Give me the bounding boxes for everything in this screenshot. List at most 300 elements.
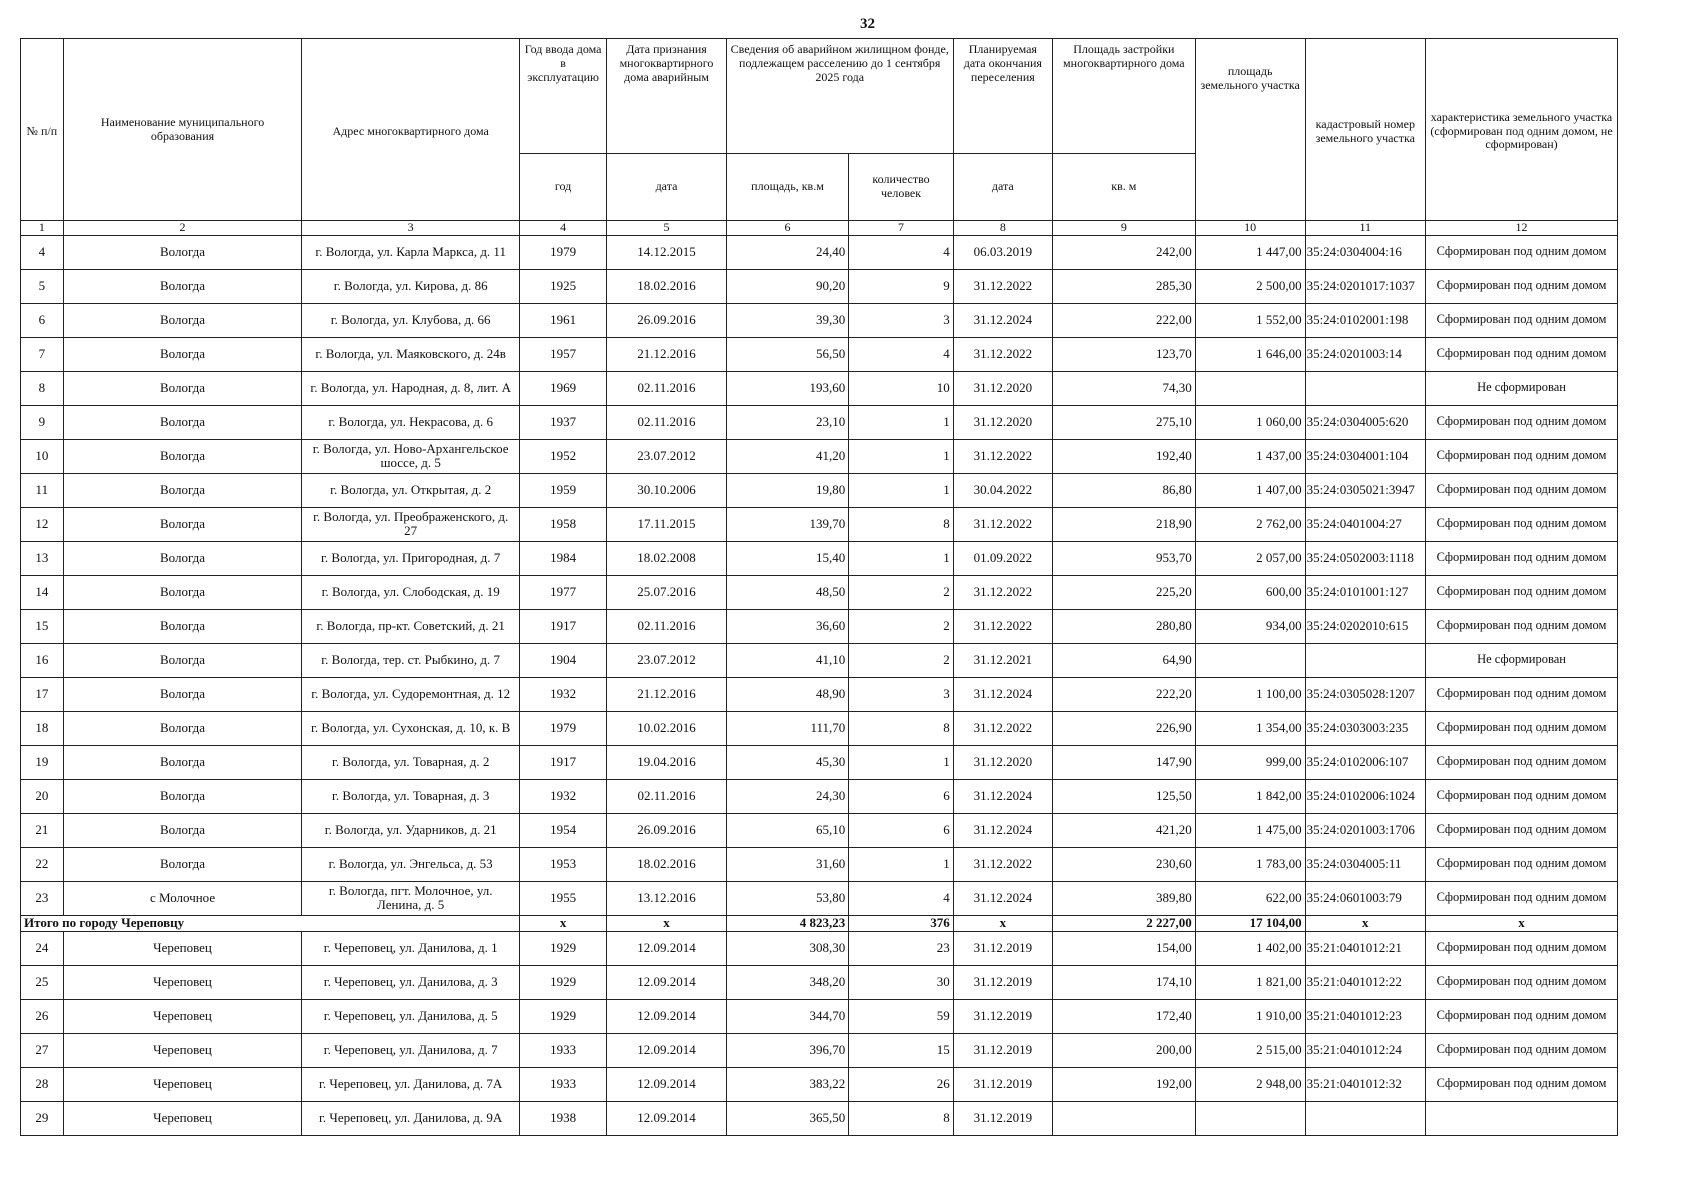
plan-date-cell: 01.09.2022 [953,541,1052,575]
total-building-area-cell: 2 227,00 [1052,915,1195,931]
column-number: 5 [607,221,726,236]
municipality-cell: Череповец [63,965,302,999]
cadastral-cell: 35:24:0304005:11 [1305,847,1425,881]
building-area-cell: 74,30 [1052,371,1195,405]
address-cell: г. Вологда, ул. Некрасова, д. 6 [302,405,519,439]
year-cell: 1955 [519,881,606,915]
municipality-cell: Вологда [63,269,302,303]
municipality-cell: Вологда [63,779,302,813]
column-number: 9 [1052,221,1195,236]
characteristic-cell: Сформирован под одним домом [1426,337,1618,371]
cadastral-cell: 35:24:0304004:16 [1305,235,1425,269]
land-area-cell: 1 402,00 [1195,931,1305,965]
characteristic-cell: Сформирован под одним домом [1426,235,1618,269]
building-area-cell: 225,20 [1052,575,1195,609]
people-cell: 4 [849,235,953,269]
year-cell: 1959 [519,473,606,507]
characteristic-cell: Сформирован под одним домом [1426,965,1618,999]
land-area-cell: 1 646,00 [1195,337,1305,371]
emergency-housing-table [20,38,1618,1136]
people-cell: 1 [849,847,953,881]
row-number: 26 [21,999,64,1033]
municipality-cell: Вологда [63,745,302,779]
row-number: 17 [21,677,64,711]
address-cell: г. Вологда, ул. Товарная, д. 2 [302,745,519,779]
land-area-cell [1195,371,1305,405]
land-area-cell: 1 821,00 [1195,965,1305,999]
plan-date-cell: 31.12.2019 [953,931,1052,965]
municipality-cell: Череповец [63,1101,302,1135]
people-cell: 1 [849,473,953,507]
building-area-cell: 218,90 [1052,507,1195,541]
land-area-cell: 2 515,00 [1195,1033,1305,1067]
row-number: 16 [21,643,64,677]
area-cell: 48,50 [726,575,849,609]
table-row [21,507,1618,541]
year-cell: 1925 [519,269,606,303]
land-area-cell: 600,00 [1195,575,1305,609]
address-cell: г. Вологда, пгт. Молочное, ул. Ленина, д. 5 [302,881,519,915]
plan-date-cell: 31.12.2024 [953,779,1052,813]
plan-date-cell: 06.03.2019 [953,235,1052,269]
plan-date-cell: 31.12.2020 [953,745,1052,779]
municipality-cell: Вологда [63,235,302,269]
recognition-date-cell: 18.02.2016 [607,847,726,881]
area-cell: 45,30 [726,745,849,779]
total-row [21,915,1618,931]
building-area-cell: 280,80 [1052,609,1195,643]
land-area-cell: 934,00 [1195,609,1305,643]
header-date-group: Дата признания многоквартирного дома аварийным [607,39,726,154]
row-number: 27 [21,1033,64,1067]
area-cell: 41,10 [726,643,849,677]
header-area: площадь, кв.м [726,154,849,221]
building-area-cell [1052,1101,1195,1135]
municipality-cell: Вологда [63,337,302,371]
row-number: 8 [21,371,64,405]
cadastral-cell: 35:24:0102006:107 [1305,745,1425,779]
table-row [21,745,1618,779]
cadastral-cell: 35:21:0401012:23 [1305,999,1425,1033]
total-year-cell: x [519,915,606,931]
area-cell: 53,80 [726,881,849,915]
municipality-cell: Вологда [63,439,302,473]
characteristic-cell: Сформирован под одним домом [1426,745,1618,779]
recognition-date-cell: 17.11.2015 [607,507,726,541]
row-number: 4 [21,235,64,269]
municipality-cell: Вологда [63,711,302,745]
municipality-cell: Череповец [63,999,302,1033]
area-cell: 41,20 [726,439,849,473]
land-area-cell: 1 354,00 [1195,711,1305,745]
characteristic-cell: Сформирован под одним домом [1426,303,1618,337]
plan-date-cell: 31.12.2022 [953,439,1052,473]
characteristic-cell: Сформирован под одним домом [1426,541,1618,575]
municipality-cell: Вологда [63,507,302,541]
building-area-cell: 275,10 [1052,405,1195,439]
area-cell: 348,20 [726,965,849,999]
land-area-cell: 1 060,00 [1195,405,1305,439]
column-number: 11 [1305,221,1425,236]
header-num: № п/п [21,39,64,221]
municipality-cell: Вологда [63,609,302,643]
address-cell: г. Вологда, ул. Карла Маркса, д. 11 [302,235,519,269]
address-cell: г. Вологда, ул. Народная, д. 8, лит. А [302,371,519,405]
table-row [21,541,1618,575]
table-row [21,779,1618,813]
characteristic-cell: Сформирован под одним домом [1426,813,1618,847]
row-number: 13 [21,541,64,575]
table-row [21,965,1618,999]
table-row [21,847,1618,881]
table-row [21,881,1618,915]
address-cell: г. Вологда, ул. Судоремонтная, д. 12 [302,677,519,711]
building-area-cell: 192,40 [1052,439,1195,473]
land-area-cell: 999,00 [1195,745,1305,779]
header-year: год [519,154,606,221]
cadastral-cell: 35:24:0202010:615 [1305,609,1425,643]
recognition-date-cell: 30.10.2006 [607,473,726,507]
table-row [21,1033,1618,1067]
plan-date-cell: 31.12.2024 [953,677,1052,711]
year-cell: 1929 [519,965,606,999]
row-number: 21 [21,813,64,847]
land-area-cell: 2 762,00 [1195,507,1305,541]
cadastral-cell: 35:24:0305021:3947 [1305,473,1425,507]
characteristic-cell: Сформирован под одним домом [1426,609,1618,643]
year-cell: 1952 [519,439,606,473]
land-area-cell: 2 948,00 [1195,1067,1305,1101]
area-cell: 39,30 [726,303,849,337]
row-number: 29 [21,1101,64,1135]
cadastral-cell: 35:21:0401012:22 [1305,965,1425,999]
plan-date-cell: 31.12.2019 [953,965,1052,999]
plan-date-cell: 31.12.2020 [953,405,1052,439]
table-row [21,473,1618,507]
building-area-cell: 147,90 [1052,745,1195,779]
header-date: дата [607,154,726,221]
characteristic-cell: Сформирован под одним домом [1426,439,1618,473]
year-cell: 1938 [519,1101,606,1135]
year-cell: 1904 [519,643,606,677]
building-area-cell: 174,10 [1052,965,1195,999]
table-row [21,931,1618,965]
land-area-cell: 1 552,00 [1195,303,1305,337]
header-plan-date: дата [953,154,1052,221]
area-cell: 90,20 [726,269,849,303]
column-number: 6 [726,221,849,236]
address-cell: г. Череповец, ул. Данилова, д. 7А [302,1067,519,1101]
header-characteristic: характеристика земельного участка (сформирован под одним домом, не сформирован) [1426,39,1618,221]
municipality-cell: Череповец [63,931,302,965]
column-numbers-row [21,221,1618,236]
year-cell: 1957 [519,337,606,371]
plan-date-cell: 31.12.2021 [953,643,1052,677]
header-municipality: Наименование муниципального образования [63,39,302,221]
building-area-cell: 230,60 [1052,847,1195,881]
building-area-cell: 953,70 [1052,541,1195,575]
people-cell: 26 [849,1067,953,1101]
plan-date-cell: 31.12.2022 [953,575,1052,609]
plan-date-cell: 31.12.2024 [953,303,1052,337]
cadastral-cell: 35:24:0502003:1118 [1305,541,1425,575]
recognition-date-cell: 10.02.2016 [607,711,726,745]
area-cell: 48,90 [726,677,849,711]
row-number: 19 [21,745,64,779]
characteristic-cell: Сформирован под одним домом [1426,677,1618,711]
row-number: 12 [21,507,64,541]
table-row [21,405,1618,439]
people-cell: 15 [849,1033,953,1067]
area-cell: 24,30 [726,779,849,813]
characteristic-cell: Сформирован под одним домом [1426,931,1618,965]
people-cell: 10 [849,371,953,405]
plan-date-cell: 31.12.2022 [953,269,1052,303]
row-number: 14 [21,575,64,609]
row-number: 25 [21,965,64,999]
building-area-cell: 192,00 [1052,1067,1195,1101]
year-cell: 1958 [519,507,606,541]
cadastral-cell: 35:24:0305028:1207 [1305,677,1425,711]
header-plan-group: Планируемая дата окончания переселения [953,39,1052,154]
recognition-date-cell: 19.04.2016 [607,745,726,779]
area-cell: 15,40 [726,541,849,575]
land-area-cell: 2 057,00 [1195,541,1305,575]
table-row [21,1067,1618,1101]
municipality-cell: Вологда [63,541,302,575]
characteristic-cell: Не сформирован [1426,371,1618,405]
municipality-cell: Вологда [63,473,302,507]
recognition-date-cell: 21.12.2016 [607,337,726,371]
area-cell: 365,50 [726,1101,849,1135]
column-number: 8 [953,221,1052,236]
characteristic-cell: Сформирован под одним домом [1426,847,1618,881]
characteristic-cell [1426,1101,1618,1135]
year-cell: 1933 [519,1033,606,1067]
header-land-area: площадь земельного участка [1195,39,1305,221]
plan-date-cell: 31.12.2022 [953,609,1052,643]
table-row [21,711,1618,745]
address-cell: г. Вологда, ул. Открытая, д. 2 [302,473,519,507]
building-area-cell: 222,20 [1052,677,1195,711]
characteristic-cell: Сформирован под одним домом [1426,1067,1618,1101]
cadastral-cell [1305,371,1425,405]
cadastral-cell: 35:24:0401004:27 [1305,507,1425,541]
recognition-date-cell: 02.11.2016 [607,609,726,643]
housing-table-sheet [20,38,1618,1136]
year-cell: 1932 [519,677,606,711]
people-cell: 1 [849,439,953,473]
address-cell: г. Вологда, пр-кт. Советский, д. 21 [302,609,519,643]
cadastral-cell [1305,643,1425,677]
year-cell: 1961 [519,303,606,337]
characteristic-cell: Сформирован под одним домом [1426,779,1618,813]
building-area-cell: 86,80 [1052,473,1195,507]
cadastral-cell: 35:24:0303003:235 [1305,711,1425,745]
year-cell: 1979 [519,235,606,269]
column-number: 10 [1195,221,1305,236]
land-area-cell [1195,1101,1305,1135]
recognition-date-cell: 26.09.2016 [607,813,726,847]
cadastral-cell: 35:21:0401012:21 [1305,931,1425,965]
plan-date-cell: 31.12.2024 [953,881,1052,915]
row-number: 28 [21,1067,64,1101]
building-area-cell: 154,00 [1052,931,1195,965]
address-cell: г. Череповец, ул. Данилова, д. 5 [302,999,519,1033]
table-row [21,371,1618,405]
land-area-cell: 1 783,00 [1195,847,1305,881]
address-cell: г. Вологда, ул. Преображенского, д. 27 [302,507,519,541]
building-area-cell: 123,70 [1052,337,1195,371]
area-cell: 344,70 [726,999,849,1033]
address-cell: г. Череповец, ул. Данилова, д. 3 [302,965,519,999]
area-cell: 193,60 [726,371,849,405]
address-cell: г. Вологда, ул. Слободская, д. 19 [302,575,519,609]
cadastral-cell: 35:24:0101001:127 [1305,575,1425,609]
building-area-cell: 222,00 [1052,303,1195,337]
area-cell: 23,10 [726,405,849,439]
people-cell: 2 [849,643,953,677]
table-row [21,643,1618,677]
recognition-date-cell: 02.11.2016 [607,371,726,405]
cadastral-cell: 35:21:0401012:32 [1305,1067,1425,1101]
recognition-date-cell: 14.12.2015 [607,235,726,269]
characteristic-cell: Сформирован под одним домом [1426,405,1618,439]
characteristic-cell: Сформирован под одним домом [1426,1033,1618,1067]
land-area-cell: 1 475,00 [1195,813,1305,847]
plan-date-cell: 31.12.2024 [953,813,1052,847]
total-recognition-date-cell: x [607,915,726,931]
total-area-cell: 4 823,23 [726,915,849,931]
people-cell: 1 [849,745,953,779]
year-cell: 1932 [519,779,606,813]
area-cell: 36,60 [726,609,849,643]
address-cell: г. Вологда, ул. Сухонская, д. 10, к. В [302,711,519,745]
land-area-cell: 622,00 [1195,881,1305,915]
people-cell: 23 [849,931,953,965]
land-area-cell: 1 407,00 [1195,473,1305,507]
table-row [21,235,1618,269]
people-cell: 1 [849,541,953,575]
municipality-cell: Вологда [63,813,302,847]
column-number: 1 [21,221,64,236]
year-cell: 1984 [519,541,606,575]
column-number: 2 [63,221,302,236]
row-number: 9 [21,405,64,439]
year-cell: 1933 [519,1067,606,1101]
row-number: 24 [21,931,64,965]
row-number: 5 [21,269,64,303]
year-cell: 1953 [519,847,606,881]
recognition-date-cell: 13.12.2016 [607,881,726,915]
cadastral-cell: 35:24:0601003:79 [1305,881,1425,915]
plan-date-cell: 31.12.2019 [953,1033,1052,1067]
recognition-date-cell: 12.09.2014 [607,1067,726,1101]
address-cell: г. Вологда, ул. Ново-Архангельское шоссе, д. 5 [302,439,519,473]
building-area-cell: 421,20 [1052,813,1195,847]
recognition-date-cell: 12.09.2014 [607,1033,726,1067]
municipality-cell: Вологда [63,303,302,337]
land-area-cell: 1 842,00 [1195,779,1305,813]
area-cell: 24,40 [726,235,849,269]
cadastral-cell: 35:24:0201003:14 [1305,337,1425,371]
plan-date-cell: 31.12.2019 [953,999,1052,1033]
address-cell: г. Вологда, ул. Энгельса, д. 53 [302,847,519,881]
header-fund-group: Сведения об аварийном жилищном фонде, подлежащем расселению до 1 сентября 2025 года [726,39,953,154]
land-area-cell: 1 437,00 [1195,439,1305,473]
plan-date-cell: 31.12.2022 [953,847,1052,881]
municipality-cell: с Молочное [63,881,302,915]
total-people-cell: 376 [849,915,953,931]
building-area-cell: 200,00 [1052,1033,1195,1067]
row-number: 15 [21,609,64,643]
cadastral-cell: 35:24:0304001:104 [1305,439,1425,473]
municipality-cell: Вологда [63,677,302,711]
address-cell: г. Череповец, ул. Данилова, д. 1 [302,931,519,965]
header-year-group: Год ввода дома в эксплуатацию [519,39,606,154]
municipality-cell: Вологда [63,847,302,881]
municipality-cell: Вологда [63,371,302,405]
municipality-cell: Череповец [63,1033,302,1067]
people-cell: 59 [849,999,953,1033]
address-cell: г. Вологда, ул. Маяковского, д. 24в [302,337,519,371]
header-address: Адрес многоквартирного дома [302,39,519,221]
characteristic-cell: Сформирован под одним домом [1426,507,1618,541]
total-land-area-cell: 17 104,00 [1195,915,1305,931]
address-cell: г. Череповец, ул. Данилова, д. 9А [302,1101,519,1135]
recognition-date-cell: 12.09.2014 [607,931,726,965]
plan-date-cell: 31.12.2022 [953,337,1052,371]
people-cell: 1 [849,405,953,439]
area-cell: 56,50 [726,337,849,371]
cadastral-cell: 35:24:0201003:1706 [1305,813,1425,847]
plan-date-cell: 31.12.2019 [953,1067,1052,1101]
building-area-cell: 125,50 [1052,779,1195,813]
municipality-cell: Череповец [63,1067,302,1101]
plan-date-cell: 30.04.2022 [953,473,1052,507]
area-cell: 383,22 [726,1067,849,1101]
table-row [21,269,1618,303]
address-cell: г. Вологда, ул. Клубова, д. 66 [302,303,519,337]
people-cell: 2 [849,609,953,643]
municipality-cell: Вологда [63,405,302,439]
row-number: 18 [21,711,64,745]
table-row [21,609,1618,643]
address-cell: г. Вологда, ул. Кирова, д. 86 [302,269,519,303]
column-number: 12 [1426,221,1618,236]
area-cell: 396,70 [726,1033,849,1067]
header-build-group: Площадь застройки многоквартирного дома [1052,39,1195,154]
table-row [21,999,1618,1033]
people-cell: 3 [849,677,953,711]
recognition-date-cell: 12.09.2014 [607,999,726,1033]
row-number: 11 [21,473,64,507]
recognition-date-cell: 12.09.2014 [607,1101,726,1135]
page-number: 32 [860,16,875,32]
year-cell: 1917 [519,609,606,643]
column-number: 7 [849,221,953,236]
recognition-date-cell: 23.07.2012 [607,643,726,677]
table-row [21,337,1618,371]
cadastral-cell [1305,1101,1425,1135]
characteristic-cell: Сформирован под одним домом [1426,711,1618,745]
year-cell: 1979 [519,711,606,745]
row-number: 22 [21,847,64,881]
area-cell: 139,70 [726,507,849,541]
people-cell: 8 [849,1101,953,1135]
row-number: 6 [21,303,64,337]
address-cell: г. Вологда, тер. ст. Рыбкино, д. 7 [302,643,519,677]
